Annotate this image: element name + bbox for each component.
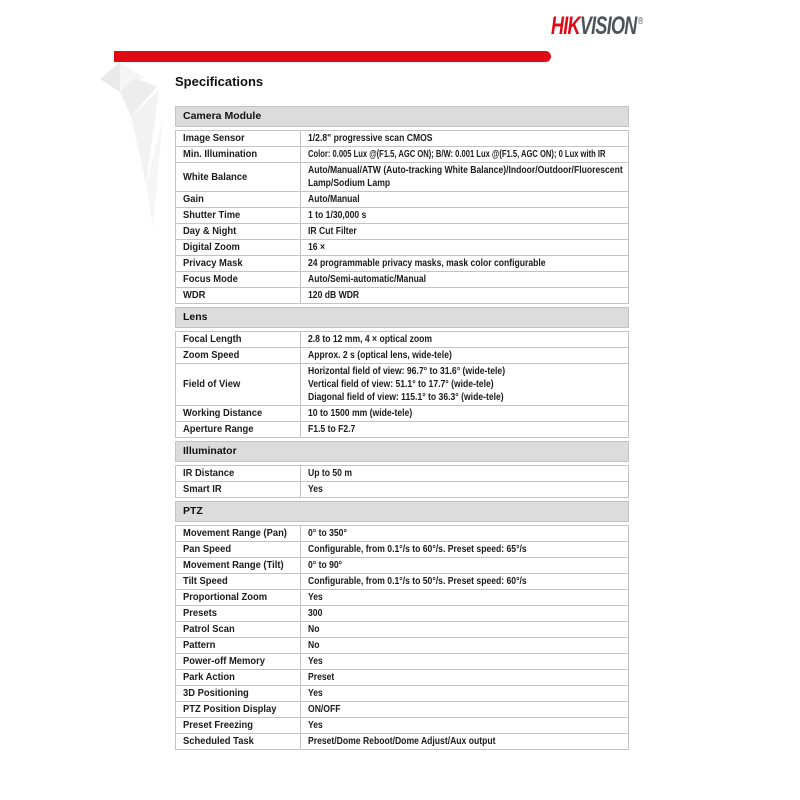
spec-label-text: Image Sensor [183,133,245,144]
spec-value-text: Yes [308,720,323,731]
spec-label-cell [176,208,301,223]
spec-value-text: No [308,624,320,635]
spec-value-text: 120 dB WDR [308,290,360,301]
spec-label-cell [176,240,301,255]
section-rows [175,525,629,750]
spec-value-text: IR Cut Filter [308,226,357,237]
spec-value-line [308,209,622,222]
spec-value-text: Vertical field of view: 51.1° to 17.7° (wide-tele) [308,379,494,390]
spec-value-line [308,527,622,540]
spec-value-line [308,407,622,420]
spec-value-line [308,378,622,391]
spec-value-line [308,193,622,206]
spec-value-text: Approx. 2 s (optical lens, wide-tele) [308,350,452,361]
spec-value-line [308,607,622,620]
section-header: Lens [175,307,629,328]
spec-value-text: Yes [308,688,323,699]
spec-row [176,239,628,255]
spec-label-text: Gain [183,194,204,205]
spec-value-line [308,559,622,572]
spec-value-text: Lamp/Sodium Lamp [308,178,391,189]
spec-value-text: Auto/Manual/ATW (Auto-tracking White Balance)/Indoor/Outdoor/Fluorescent [308,165,623,176]
spec-label-text: Min. Illumination [183,149,258,160]
spec-label-cell [176,422,301,437]
spec-value-line [308,148,622,161]
spec-label-text: Power-off Memory [183,656,266,667]
spec-value-text: Configurable, from 0.1°/s to 60°/s. Preset speed: 65°/s [308,544,527,555]
spec-label-text: Focus Mode [183,274,238,285]
spec-value-cell [301,686,628,701]
spec-value-line [308,655,622,668]
spec-value-text: F1.5 to F2.7 [308,424,356,435]
spec-value-text: Horizontal field of view: 96.7° to 31.6° (wide-tele) [308,366,506,377]
section-header: Illuminator [175,441,629,462]
spec-value-cell [301,192,628,207]
spec-label-cell [176,718,301,733]
spec-label-cell [176,406,301,421]
spec-label-cell [176,686,301,701]
spec-label-text: White Balance [183,171,248,183]
spec-label-cell [176,272,301,287]
spec-value-line [308,623,622,636]
spec-value-line [308,735,622,748]
spec-label-text: Movement Range (Tilt) [183,560,284,571]
spec-row [176,347,628,363]
spec-value-text: 24 programmable privacy masks, mask color configurable [308,258,546,269]
spec-row [176,733,628,749]
spec-label-cell [176,348,301,363]
spec-row [176,541,628,557]
spec-label-cell [176,574,301,589]
spec-label-text: PTZ Position Display [183,704,277,715]
spec-value-cell [301,240,628,255]
spec-value-cell [301,272,628,287]
spec-value-cell [301,526,628,541]
spec-value-text: Preset [308,672,335,683]
spec-value-cell [301,332,628,347]
spec-value-text: Configurable, from 0.1°/s to 50°/s. Preset speed: 60°/s [308,576,527,587]
spec-value-text: 0° to 350° [308,528,347,539]
spec-label-cell [176,482,301,497]
spec-label-cell [176,163,301,191]
section-header: PTZ [175,501,629,522]
spec-value-cell [301,606,628,621]
spec-label-cell [176,256,301,271]
spec-value-line [308,365,622,378]
spec-value-line [308,483,622,496]
spec-row [176,637,628,653]
spec-label-cell [176,670,301,685]
spec-label-cell [176,654,301,669]
spec-value-cell [301,163,628,191]
spec-row [176,162,628,191]
spec-row [176,207,628,223]
spec-value-cell [301,574,628,589]
spec-row [176,573,628,589]
spec-value-cell [301,482,628,497]
spec-value-line [308,575,622,588]
spec-value-text: Yes [308,592,323,603]
spec-sheet [175,74,629,750]
spec-label-cell [176,224,301,239]
spec-value-line [308,349,622,362]
spec-value-cell [301,702,628,717]
spec-label-cell [176,288,301,303]
spec-value-cell [301,147,628,162]
spec-label-cell [176,734,301,749]
section-rows [175,331,629,438]
spec-value-cell [301,718,628,733]
spec-label-cell [176,192,301,207]
spec-label-cell [176,147,301,162]
spec-value-line [308,719,622,732]
spec-row [176,557,628,573]
spec-row [176,526,628,541]
spec-label-text: Scheduled Task [183,736,254,747]
spec-label-cell [176,558,301,573]
spec-value-text: ON/OFF [308,704,341,715]
spec-value-line [308,257,622,270]
spec-label-cell [176,606,301,621]
spec-value-text: No [308,640,320,651]
spec-value-cell [301,622,628,637]
spec-value-line [308,241,622,254]
spec-value-cell [301,131,628,146]
spec-label-cell [176,526,301,541]
spec-label-cell [176,638,301,653]
spec-row [176,271,628,287]
spec-row [176,255,628,271]
spec-value-text: Auto/Semi-automatic/Manual [308,274,427,285]
hikvision-logo-text [551,12,642,46]
spec-value-cell [301,558,628,573]
spec-value-cell [301,638,628,653]
spec-row [176,131,628,146]
spec-value-line [308,591,622,604]
spec-value-text: 1/2.8" progressive scan CMOS [308,133,433,144]
spec-label-text: Pan Speed [183,544,232,555]
spec-value-line [308,289,622,302]
spec-label-cell [176,332,301,347]
spec-value-line [308,333,622,346]
logo-vision-text: VISION [579,12,637,40]
spec-value-cell [301,406,628,421]
spec-value-text: 1 to 1/30,000 s [308,210,367,221]
spec-value-cell [301,256,628,271]
spec-value-line [308,467,622,480]
spec-label-text: Pattern [183,640,216,651]
spec-row [176,223,628,239]
spec-value-text: Color: 0.005 Lux @(F1.5, AGC ON); B/W: 0.001 Lux @(F1.5, AGC ON); 0 Lux with IR [308,149,606,160]
spec-label-text: Proportional Zoom [183,592,268,603]
spec-value-text: Up to 50 m [308,468,352,479]
spec-row [176,332,628,347]
spec-label-cell [176,622,301,637]
spec-label-text: Focal Length [183,334,242,345]
spec-value-line [308,423,622,436]
spec-value-cell [301,654,628,669]
spec-value-cell [301,348,628,363]
spec-value-line [308,639,622,652]
spec-label-text: Aperture Range [183,424,254,435]
spec-value-cell [301,466,628,481]
spec-value-line [308,687,622,700]
spec-value-line [308,671,622,684]
spec-label-text: Patrol Scan [183,624,235,635]
spec-row [176,701,628,717]
spec-row [176,653,628,669]
spec-value-cell [301,208,628,223]
spec-value-line [308,177,622,190]
spec-row [176,621,628,637]
spec-value-line [308,164,622,177]
spec-row [176,481,628,497]
spec-value-line [308,273,622,286]
registered-trademark-icon: ® [637,16,644,27]
spec-value-cell [301,288,628,303]
spec-row [176,405,628,421]
spec-label-cell [176,542,301,557]
spec-value-line [308,132,622,145]
spec-value-cell [301,590,628,605]
spec-row [176,685,628,701]
spec-label-text: WDR [183,290,206,301]
spec-value-line [308,225,622,238]
spec-value-cell [301,542,628,557]
spec-table [175,106,629,750]
spec-label-text: Tilt Speed [183,576,228,587]
spec-label-text: Park Action [183,672,235,683]
spec-row [176,146,628,162]
spec-value-cell [301,364,628,405]
spec-label-text: Day & Night [183,226,237,237]
spec-row [176,363,628,405]
hikvision-logo [551,12,677,46]
spec-label-text: Field of View [183,379,241,390]
spec-label-text: Zoom Speed [183,350,240,361]
spec-label-text: IR Distance [183,468,235,479]
logo-hik-text: HIK [551,12,580,40]
spec-value-text: Auto/Manual [308,194,360,205]
spec-label-cell [176,466,301,481]
spec-label-text: Shutter Time [183,210,241,221]
spec-value-cell [301,734,628,749]
spec-value-text: 10 to 1500 mm (wide-tele) [308,408,413,419]
spec-label-text: Preset Freezing [183,720,254,731]
spec-value-line [308,543,622,556]
section-rows [175,465,629,498]
spec-label-text: Privacy Mask [183,258,243,269]
spec-value-text: 16 × [308,242,325,253]
page-title: Specifications [175,74,264,89]
spec-label-text: 3D Positioning [183,688,249,699]
spec-value-text: 300 [308,608,323,619]
spec-label-text: Digital Zoom [183,242,240,253]
spec-row [176,287,628,303]
spec-value-text: Yes [308,656,323,667]
spec-row [176,466,628,481]
spec-label-cell [176,364,301,405]
section-header: Camera Module [175,106,629,127]
spec-row [176,191,628,207]
spec-row [176,605,628,621]
spec-value-cell [301,224,628,239]
section-rows [175,130,629,304]
spec-value-text: 0° to 90° [308,560,343,571]
spec-value-line [308,391,622,404]
spec-value-cell [301,422,628,437]
spec-row [176,717,628,733]
spec-row [176,589,628,605]
spec-row [176,421,628,437]
spec-label-text: Smart IR [183,484,222,495]
spec-value-text: 2.8 to 12 mm, 4 × optical zoom [308,334,433,345]
spec-label-cell [176,590,301,605]
spec-row [176,669,628,685]
spec-label-cell [176,131,301,146]
spec-value-line [308,703,622,716]
spec-label-text: Presets [183,608,217,619]
spec-value-cell [301,670,628,685]
spec-label-cell [176,702,301,717]
spec-value-text: Yes [308,484,323,495]
spec-label-text: Working Distance [183,408,263,419]
spec-label-text: Movement Range (Pan) [183,528,287,539]
spec-value-text: Preset/Dome Reboot/Dome Adjust/Aux output [308,736,496,747]
spec-value-text: Diagonal field of view: 115.1° to 36.3° (wide-tele) [308,392,504,403]
